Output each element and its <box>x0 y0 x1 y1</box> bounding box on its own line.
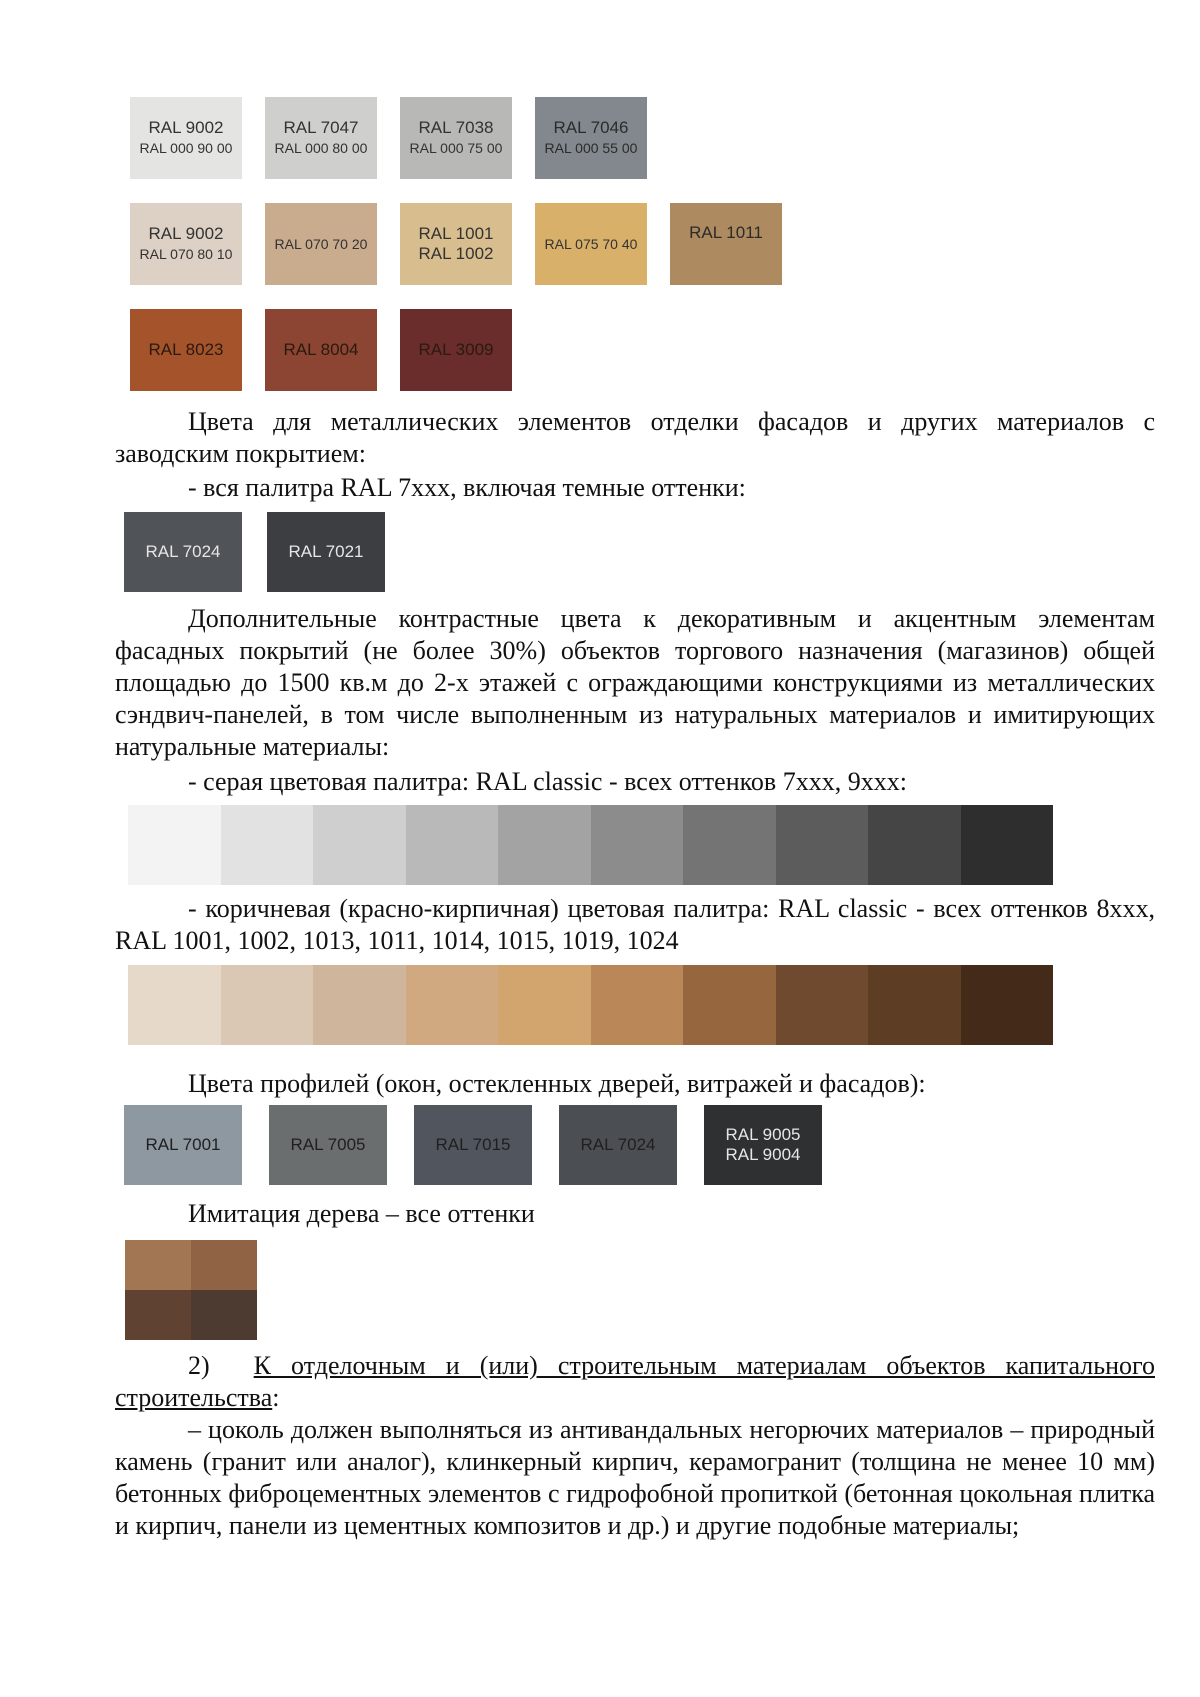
brown-shade <box>961 965 1054 1045</box>
brown-shade <box>591 965 684 1045</box>
swatch-label: RAL 7015 <box>435 1135 511 1154</box>
swatch-ral-9005-9004 <box>704 1105 822 1185</box>
section-colon: : <box>272 1383 280 1412</box>
swatch-ral-9002-beige <box>130 203 242 285</box>
swatch-label: RAL 7001 <box>145 1135 221 1154</box>
section-title: К отделочным и (или) строительным материалам объектов капитального строительства <box>115 1351 1155 1412</box>
swatch-ral-7005 <box>269 1105 387 1185</box>
swatch-ral-070-70-20 <box>265 203 377 285</box>
wood-shade <box>191 1240 257 1290</box>
swatch-label: RAL 9005 <box>725 1125 801 1144</box>
swatch-label: RAL 1001 <box>418 224 494 243</box>
swatch-label: RAL 7005 <box>290 1135 366 1154</box>
wood-shade <box>191 1290 257 1340</box>
paragraph-contrast-colors: Дополнительные контрастные цвета к декоративным и акцентным элементам фасадных покрытий (не более 30%) объектов торгового назначения (магазинов) общей площадью до 1500 кв.м до 2-х этажей с ограждающими конструкциями из металлических сэндвич-панелей, в том числе выполненным из натуральных материалов и имитирующих натуральные материалы: <box>115 604 1155 761</box>
paragraph-ral-7xxx: - вся палитра RAL 7xxx, включая темные оттенки: <box>188 473 746 502</box>
swatch-label: RAL 7021 <box>288 542 364 561</box>
swatch-sublabel: RAL 9004 <box>725 1145 801 1164</box>
swatch-ral-7015 <box>414 1105 532 1185</box>
grey-shade <box>776 805 869 885</box>
paragraph-profile-colors: Цвета профилей (окон, остекленных дверей, витражей и фасадов): <box>188 1069 926 1098</box>
paragraph-grey-palette: - серая цветовая палитра: RAL classic - всех оттенков 7xxx, 9xxx: <box>188 767 907 796</box>
wood-shade <box>125 1240 191 1290</box>
wood-shade <box>125 1290 191 1340</box>
swatch-sublabel: RAL 000 75 00 <box>409 140 503 156</box>
swatch-label: RAL 7024 <box>580 1135 656 1154</box>
swatch-label: RAL 9002 <box>148 224 224 243</box>
swatch-ral-075-70-40 <box>535 203 647 285</box>
swatch-label: RAL 9002 <box>148 118 224 137</box>
swatch-ral-3009 <box>400 309 512 391</box>
swatch-ral-7024-profile <box>559 1105 677 1185</box>
grey-shade <box>961 805 1054 885</box>
swatch-ral-7001 <box>124 1105 242 1185</box>
grey-shade <box>591 805 684 885</box>
swatch-label: RAL 3009 <box>418 340 494 359</box>
swatch-ral-7038 <box>400 97 512 179</box>
swatch-sublabel: RAL 1002 <box>418 244 494 263</box>
paragraph-wood-imitation: Имитация дерева – все оттенки <box>188 1199 535 1228</box>
grey-shade <box>683 805 776 885</box>
swatch-sublabel: RAL 000 90 00 <box>139 140 233 156</box>
swatch-label: RAL 7046 <box>553 118 629 137</box>
swatch-ral-7024-dark <box>124 512 242 592</box>
swatch-ral-7046 <box>535 97 647 179</box>
swatch-ral-7047 <box>265 97 377 179</box>
swatch-ral-8004 <box>265 309 377 391</box>
grey-shade <box>868 805 961 885</box>
swatch-label: RAL 8004 <box>283 340 359 359</box>
brown-palette-strip <box>128 965 1053 1045</box>
swatch-ral-1001-1002 <box>400 203 512 285</box>
grey-shade <box>406 805 499 885</box>
swatch-ral-1011 <box>670 203 782 285</box>
swatch-label: RAL 7038 <box>418 118 494 137</box>
swatch-ral-8023 <box>130 309 242 391</box>
brown-shade <box>128 965 221 1045</box>
brown-shade <box>683 965 776 1045</box>
swatch-label: RAL 7024 <box>145 542 221 561</box>
swatch-ral-7021-dark <box>267 512 385 592</box>
paragraph-metal-colors: Цвета для металлических элементов отделки фасадов и других материалов с заводским покрытием: <box>115 407 1155 468</box>
grey-shade <box>221 805 314 885</box>
swatch-label: RAL 1011 <box>689 223 763 242</box>
brown-shade <box>406 965 499 1045</box>
wood-swatch-grid <box>125 1240 257 1340</box>
swatch-label: RAL 070 70 20 <box>274 236 368 252</box>
brown-shade <box>498 965 591 1045</box>
swatch-label: RAL 8023 <box>148 340 224 359</box>
swatch-sublabel: RAL 000 55 00 <box>544 140 638 156</box>
grey-shade <box>498 805 591 885</box>
brown-shade <box>221 965 314 1045</box>
paragraph-plinth-materials: – цоколь должен выполняться из антивандальных негорючих материалов – природный камень (гранит или аналог), клинкерный кирпич, керамогранит (толщина не менее 10 мм) бетонных фиброцементных элементов с гидрофобной пропиткой (бетонная цокольная плитка и кирпич, панели из цементных композитов и др.) и другие подобные материалы; <box>115 1415 1155 1540</box>
brown-shade <box>776 965 869 1045</box>
brown-shade <box>313 965 406 1045</box>
swatch-label: RAL 075 70 40 <box>544 236 638 252</box>
swatch-sublabel: RAL 070 80 10 <box>139 246 233 262</box>
section-number: 2) <box>188 1351 210 1380</box>
grey-shade <box>128 805 221 885</box>
brown-shade <box>868 965 961 1045</box>
paragraph-brown-palette: - коричневая (красно-кирпичная) цветовая палитра: RAL classic - всех оттенков 8xxx, RAL 1001, 1002, 1013, 1011, 1014, 1015, 1019, 1024 <box>115 894 1155 955</box>
swatch-label: RAL 7047 <box>283 118 359 137</box>
grey-shade <box>313 805 406 885</box>
grey-palette-strip <box>128 805 1053 885</box>
section-heading <box>115 1350 1155 1414</box>
swatch-sublabel: RAL 000 80 00 <box>274 140 368 156</box>
swatch-ral-9002-grey <box>130 97 242 179</box>
